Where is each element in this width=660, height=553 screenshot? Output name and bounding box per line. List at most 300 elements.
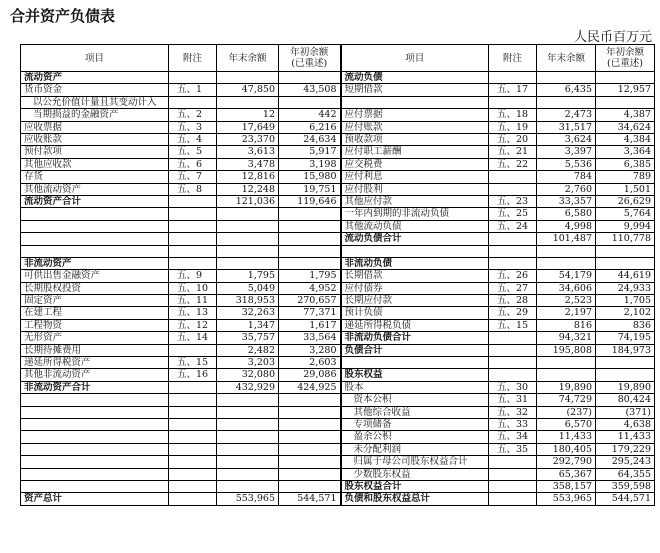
- liability-note-cell: [489, 96, 537, 108]
- asset-label-cell: 存货: [21, 171, 169, 183]
- liability-note-cell: [489, 72, 537, 84]
- asset-label-cell: 预付款项: [21, 146, 169, 158]
- asset-begin-balance-cell: [279, 245, 341, 257]
- liability-begin-balance-cell: 9,994: [596, 220, 655, 232]
- asset-begin-balance-cell: 4,952: [279, 282, 341, 294]
- asset-end-balance-cell: 32,080: [217, 369, 279, 381]
- liability-begin-balance-cell: 4,387: [596, 109, 655, 121]
- liability-end-balance-cell: 6,580: [537, 208, 596, 220]
- liability-end-balance-cell: 2,523: [537, 294, 596, 306]
- liability-note-cell: 五、32: [489, 406, 537, 418]
- liability-end-balance-cell: 6,435: [537, 84, 596, 96]
- header-begin-balance-right: [596, 45, 655, 72]
- liability-note-cell: 五、15: [489, 319, 537, 331]
- asset-end-balance-cell: 432,929: [217, 381, 279, 393]
- liability-end-balance-cell: 19,890: [537, 381, 596, 393]
- asset-note-cell: [169, 245, 217, 257]
- header-item-right: 项目: [341, 45, 489, 72]
- liability-begin-balance-cell: 19,890: [596, 381, 655, 393]
- asset-begin-balance-cell: 119,646: [279, 196, 341, 208]
- liability-label-cell: 其他应付款: [341, 196, 489, 208]
- page-title: 合并资产负债表: [10, 7, 116, 25]
- liability-begin-balance-cell: 34,624: [596, 121, 655, 133]
- asset-label-cell: 当期损益的金融资产: [21, 109, 169, 121]
- asset-begin-balance-cell: [279, 468, 341, 480]
- liability-note-cell: 五、35: [489, 443, 537, 455]
- asset-end-balance-cell: 47,850: [217, 84, 279, 96]
- asset-end-balance-cell: 3,613: [217, 146, 279, 158]
- asset-note-cell: [169, 96, 217, 108]
- liability-label-cell: 一年内到期的非流动负债: [341, 208, 489, 220]
- table-row: [21, 418, 655, 430]
- table-row: [21, 96, 655, 108]
- liability-label-cell: 归属于母公司股东权益合计: [341, 456, 489, 468]
- liability-label-cell: 股本: [341, 381, 489, 393]
- asset-end-balance-cell: [217, 443, 279, 455]
- table-row: [21, 208, 655, 220]
- liability-note-cell: 五、24: [489, 220, 537, 232]
- liability-end-balance-cell: 2,197: [537, 307, 596, 319]
- liability-end-balance-cell: 31,517: [537, 121, 596, 133]
- liability-end-balance-cell: 74,729: [537, 394, 596, 406]
- asset-note-cell: [169, 481, 217, 493]
- asset-begin-balance-cell: 1,795: [279, 270, 341, 282]
- asset-note-cell: 五、1: [169, 84, 217, 96]
- asset-begin-balance-cell: [279, 220, 341, 232]
- liability-label-cell: 非流动负债: [341, 257, 489, 269]
- asset-label-cell: [21, 245, 169, 257]
- liability-begin-balance-cell: 26,629: [596, 196, 655, 208]
- table-row: [21, 456, 655, 468]
- liability-label-cell: 股东权益合计: [341, 481, 489, 493]
- table-row: [21, 72, 655, 84]
- asset-end-balance-cell: 3,478: [217, 158, 279, 170]
- asset-begin-balance-cell: [279, 72, 341, 84]
- asset-note-cell: [169, 468, 217, 480]
- liability-label-cell: 预计负债: [341, 307, 489, 319]
- table-row: [21, 158, 655, 170]
- asset-end-balance-cell: 5,049: [217, 282, 279, 294]
- liability-begin-balance-cell: 789: [596, 171, 655, 183]
- liability-label-cell: 资本公积: [341, 394, 489, 406]
- liability-end-balance-cell: 94,321: [537, 332, 596, 344]
- liability-end-balance-cell: 34,606: [537, 282, 596, 294]
- asset-begin-balance-cell: [279, 418, 341, 430]
- asset-note-cell: [169, 381, 217, 393]
- liability-begin-balance-cell: 11,433: [596, 431, 655, 443]
- asset-end-balance-cell: [217, 481, 279, 493]
- asset-note-cell: 五、8: [169, 183, 217, 195]
- asset-end-balance-cell: 12,816: [217, 171, 279, 183]
- asset-note-cell: 五、16: [169, 369, 217, 381]
- liability-label-cell: [341, 96, 489, 108]
- liability-note-cell: [489, 233, 537, 245]
- asset-label-cell: 流动资产合计: [21, 196, 169, 208]
- asset-begin-balance-cell: 15,980: [279, 171, 341, 183]
- liability-note-cell: [489, 344, 537, 356]
- asset-note-cell: [169, 394, 217, 406]
- liability-end-balance-cell: 3,397: [537, 146, 596, 158]
- liability-end-balance-cell: 11,433: [537, 431, 596, 443]
- liability-label-cell: [341, 245, 489, 257]
- liability-end-balance-cell: 2,760: [537, 183, 596, 195]
- asset-end-balance-cell: [217, 245, 279, 257]
- asset-note-cell: [169, 406, 217, 418]
- liability-note-cell: [489, 493, 537, 505]
- liability-end-balance-cell: 2,473: [537, 109, 596, 121]
- asset-note-cell: [169, 72, 217, 84]
- table-row: [21, 146, 655, 158]
- liability-begin-balance-cell: 179,229: [596, 443, 655, 455]
- asset-end-balance-cell: [217, 456, 279, 468]
- currency-unit: 人民币百万元: [573, 30, 652, 45]
- liability-label-cell: 应付账款: [341, 121, 489, 133]
- asset-label-cell: 流动资产: [21, 72, 169, 84]
- liability-note-cell: [489, 456, 537, 468]
- liability-begin-balance-cell: 44,619: [596, 270, 655, 282]
- asset-label-cell: [21, 208, 169, 220]
- table-row: [21, 270, 655, 282]
- asset-end-balance-cell: [217, 418, 279, 430]
- liability-begin-balance-cell: 184,973: [596, 344, 655, 356]
- liability-note-cell: 五、19: [489, 121, 537, 133]
- liability-end-balance-cell: [537, 96, 596, 108]
- asset-begin-balance-cell: 2,603: [279, 356, 341, 368]
- asset-label-cell: [21, 481, 169, 493]
- asset-begin-balance-cell: 3,198: [279, 158, 341, 170]
- asset-begin-balance-cell: [279, 481, 341, 493]
- asset-begin-balance-cell: [279, 456, 341, 468]
- asset-end-balance-cell: 1,347: [217, 319, 279, 331]
- liability-label-cell: 其他综合收益: [341, 406, 489, 418]
- liability-end-balance-cell: 6,570: [537, 418, 596, 430]
- asset-label-cell: [21, 418, 169, 430]
- liability-begin-balance-cell: 1,501: [596, 183, 655, 195]
- asset-begin-balance-cell: 424,925: [279, 381, 341, 393]
- liability-end-balance-cell: 54,179: [537, 270, 596, 282]
- liability-end-balance-cell: 4,998: [537, 220, 596, 232]
- asset-label-cell: [21, 220, 169, 232]
- liability-end-balance-cell: 553,965: [537, 493, 596, 505]
- liability-note-cell: 五、28: [489, 294, 537, 306]
- asset-begin-balance-cell: [279, 257, 341, 269]
- liability-begin-balance-cell: 110,778: [596, 233, 655, 245]
- table-row: [21, 319, 655, 331]
- asset-label-cell: 其他应收款: [21, 158, 169, 170]
- liability-end-balance-cell: 292,790: [537, 456, 596, 468]
- liability-begin-balance-cell: [596, 72, 655, 84]
- liability-begin-balance-cell: 295,243: [596, 456, 655, 468]
- liability-note-cell: [489, 257, 537, 269]
- liability-label-cell: 流动负债: [341, 72, 489, 84]
- asset-note-cell: [169, 431, 217, 443]
- asset-note-cell: [169, 208, 217, 220]
- asset-note-cell: [169, 233, 217, 245]
- liability-end-balance-cell: 358,157: [537, 481, 596, 493]
- asset-begin-balance-cell: 33,564: [279, 332, 341, 344]
- asset-end-balance-cell: 3,203: [217, 356, 279, 368]
- asset-end-balance-cell: [217, 394, 279, 406]
- liability-begin-balance-cell: [596, 369, 655, 381]
- asset-begin-balance-cell: 6,216: [279, 121, 341, 133]
- asset-note-cell: 五、2: [169, 109, 217, 121]
- liability-begin-balance-cell: 2,102: [596, 307, 655, 319]
- asset-label-cell: 应收账款: [21, 134, 169, 146]
- liability-label-cell: 负债合计: [341, 344, 489, 356]
- liability-note-cell: [489, 356, 537, 368]
- table-row: [21, 282, 655, 294]
- liability-begin-balance-cell: 4,384: [596, 134, 655, 146]
- asset-note-cell: 五、9: [169, 270, 217, 282]
- table-row: [21, 233, 655, 245]
- asset-end-balance-cell: 1,795: [217, 270, 279, 282]
- table-row: [21, 344, 655, 356]
- table-row: [21, 109, 655, 121]
- liability-end-balance-cell: [537, 369, 596, 381]
- asset-label-cell: 资产总计: [21, 493, 169, 505]
- asset-begin-balance-cell: 1,617: [279, 319, 341, 331]
- asset-label-cell: 非流动资产: [21, 257, 169, 269]
- asset-label-cell: 长期股权投资: [21, 282, 169, 294]
- table-row: [21, 307, 655, 319]
- liability-note-cell: 五、20: [489, 134, 537, 146]
- header-begin-line2: (已重述): [291, 58, 328, 69]
- asset-end-balance-cell: 318,953: [217, 294, 279, 306]
- liability-label-cell: 流动负债合计: [341, 233, 489, 245]
- liability-label-cell: 盈余公积: [341, 431, 489, 443]
- asset-label-cell: 可供出售金融资产: [21, 270, 169, 282]
- asset-label-cell: 无形资产: [21, 332, 169, 344]
- liability-begin-balance-cell: [596, 257, 655, 269]
- liability-begin-balance-cell: 5,764: [596, 208, 655, 220]
- asset-begin-balance-cell: 24,634: [279, 134, 341, 146]
- liability-note-cell: 五、34: [489, 431, 537, 443]
- table-row: [21, 294, 655, 306]
- table-row: [21, 245, 655, 257]
- liability-note-cell: 五、26: [489, 270, 537, 282]
- liability-label-cell: 应付股利: [341, 183, 489, 195]
- liability-begin-balance-cell: [596, 96, 655, 108]
- asset-end-balance-cell: 35,757: [217, 332, 279, 344]
- header-note-left: 附注: [169, 45, 217, 72]
- liability-note-cell: [489, 183, 537, 195]
- asset-label-cell: 在建工程: [21, 307, 169, 319]
- asset-note-cell: 五、10: [169, 282, 217, 294]
- liability-end-balance-cell: [537, 72, 596, 84]
- table-row: [21, 443, 655, 455]
- liability-begin-balance-cell: (371): [596, 406, 655, 418]
- table-row: [21, 121, 655, 133]
- asset-label-cell: [21, 456, 169, 468]
- asset-note-cell: [169, 456, 217, 468]
- asset-begin-balance-cell: [279, 431, 341, 443]
- liability-label-cell: 预收款项: [341, 134, 489, 146]
- table-row: [21, 171, 655, 183]
- asset-note-cell: [169, 220, 217, 232]
- liability-note-cell: [489, 369, 537, 381]
- asset-end-balance-cell: [217, 468, 279, 480]
- asset-begin-balance-cell: [279, 208, 341, 220]
- liability-label-cell: 应付职工薪酬: [341, 146, 489, 158]
- liability-note-cell: 五、31: [489, 394, 537, 406]
- asset-note-cell: 五、14: [169, 332, 217, 344]
- asset-end-balance-cell: 17,649: [217, 121, 279, 133]
- liability-note-cell: [489, 171, 537, 183]
- liability-begin-balance-cell: [596, 245, 655, 257]
- liability-begin-balance-cell: 1,705: [596, 294, 655, 306]
- table-row: [21, 394, 655, 406]
- asset-note-cell: [169, 418, 217, 430]
- liability-note-cell: 五、22: [489, 158, 537, 170]
- asset-note-cell: 五、11: [169, 294, 217, 306]
- liability-label-cell: 长期借款: [341, 270, 489, 282]
- liability-label-cell: 递延所得税负债: [341, 319, 489, 331]
- liability-begin-balance-cell: 544,571: [596, 493, 655, 505]
- asset-begin-balance-cell: 77,371: [279, 307, 341, 319]
- liability-end-balance-cell: 5,536: [537, 158, 596, 170]
- asset-note-cell: [169, 493, 217, 505]
- asset-end-balance-cell: [217, 233, 279, 245]
- liability-note-cell: [489, 332, 537, 344]
- table-row: [21, 196, 655, 208]
- liability-end-balance-cell: 784: [537, 171, 596, 183]
- liability-note-cell: 五、23: [489, 196, 537, 208]
- asset-end-balance-cell: [217, 406, 279, 418]
- header-begin-line2: (已重述): [607, 58, 643, 69]
- balance-sheet-table: [20, 44, 655, 506]
- asset-label-cell: [21, 443, 169, 455]
- asset-begin-balance-cell: 19,751: [279, 183, 341, 195]
- liability-begin-balance-cell: 6,385: [596, 158, 655, 170]
- liability-label-cell: 短期借款: [341, 84, 489, 96]
- liability-label-cell: 股东权益: [341, 369, 489, 381]
- header-begin-line1: 年初余额: [290, 47, 329, 58]
- asset-note-cell: 五、13: [169, 307, 217, 319]
- asset-note-cell: [169, 196, 217, 208]
- asset-label-cell: [21, 406, 169, 418]
- table-row: [21, 468, 655, 480]
- header-end-balance-left: 年末余额: [217, 45, 279, 72]
- asset-begin-balance-cell: [279, 406, 341, 418]
- liability-note-cell: [489, 468, 537, 480]
- asset-label-cell: 其他非流动资产: [21, 369, 169, 381]
- asset-label-cell: 货币资金: [21, 84, 169, 96]
- liability-begin-balance-cell: [596, 356, 655, 368]
- liability-end-balance-cell: [537, 356, 596, 368]
- table-row: [21, 356, 655, 368]
- liability-end-balance-cell: 816: [537, 319, 596, 331]
- asset-note-cell: 五、6: [169, 158, 217, 170]
- liability-note-cell: 五、27: [489, 282, 537, 294]
- asset-begin-balance-cell: [279, 443, 341, 455]
- asset-end-balance-cell: [217, 220, 279, 232]
- table-row: [21, 369, 655, 381]
- asset-label-cell: 长期待摊费用: [21, 344, 169, 356]
- liability-end-balance-cell: [537, 257, 596, 269]
- liability-label-cell: 其他流动负债: [341, 220, 489, 232]
- liability-label-cell: 应交税费: [341, 158, 489, 170]
- liability-end-balance-cell: [537, 245, 596, 257]
- liability-note-cell: 五、18: [489, 109, 537, 121]
- asset-label-cell: 以公允价值计量且其变动计入: [21, 96, 169, 108]
- liability-end-balance-cell: 180,405: [537, 443, 596, 455]
- asset-note-cell: 五、15: [169, 356, 217, 368]
- liability-label-cell: 负债和股东权益总计: [341, 493, 489, 505]
- header-begin-balance-left: [279, 45, 341, 72]
- asset-label-cell: [21, 394, 169, 406]
- asset-note-cell: 五、3: [169, 121, 217, 133]
- liability-begin-balance-cell: 24,933: [596, 282, 655, 294]
- asset-label-cell: 固定资产: [21, 294, 169, 306]
- asset-label-cell: 递延所得税资产: [21, 356, 169, 368]
- asset-note-cell: [169, 257, 217, 269]
- asset-end-balance-cell: [217, 96, 279, 108]
- liability-end-balance-cell: (237): [537, 406, 596, 418]
- liability-label-cell: 非流动负债合计: [341, 332, 489, 344]
- asset-begin-balance-cell: 5,917: [279, 146, 341, 158]
- asset-begin-balance-cell: [279, 233, 341, 245]
- liability-label-cell: 应付利息: [341, 171, 489, 183]
- liability-begin-balance-cell: 836: [596, 319, 655, 331]
- liability-label-cell: 专项储备: [341, 418, 489, 430]
- liability-end-balance-cell: 33,357: [537, 196, 596, 208]
- table-row: [21, 481, 655, 493]
- liability-label-cell: 未分配利润: [341, 443, 489, 455]
- liability-note-cell: 五、30: [489, 381, 537, 393]
- asset-label-cell: 工程物资: [21, 319, 169, 331]
- table-row: [21, 220, 655, 232]
- liability-note-cell: 五、25: [489, 208, 537, 220]
- table-row: [21, 406, 655, 418]
- table-row: [21, 493, 655, 505]
- asset-label-cell: 应收票据: [21, 121, 169, 133]
- asset-end-balance-cell: [217, 431, 279, 443]
- asset-begin-balance-cell: 544,571: [279, 493, 341, 505]
- table-row: [21, 84, 655, 96]
- asset-end-balance-cell: 2,482: [217, 344, 279, 356]
- asset-end-balance-cell: 12: [217, 109, 279, 121]
- liability-begin-balance-cell: 12,957: [596, 84, 655, 96]
- asset-label-cell: 其他流动资产: [21, 183, 169, 195]
- liability-note-cell: [489, 245, 537, 257]
- asset-begin-balance-cell: 43,508: [279, 84, 341, 96]
- asset-label-cell: [21, 431, 169, 443]
- liability-end-balance-cell: 101,487: [537, 233, 596, 245]
- liability-note-cell: [489, 481, 537, 493]
- asset-label-cell: [21, 233, 169, 245]
- liability-begin-balance-cell: 4,638: [596, 418, 655, 430]
- liability-label-cell: 少数股东权益: [341, 468, 489, 480]
- asset-begin-balance-cell: 29,086: [279, 369, 341, 381]
- header-begin-line1: 年初余额: [605, 47, 644, 58]
- liability-end-balance-cell: 195,808: [537, 344, 596, 356]
- asset-end-balance-cell: [217, 72, 279, 84]
- asset-end-balance-cell: [217, 208, 279, 220]
- asset-note-cell: 五、12: [169, 319, 217, 331]
- table-row: [21, 381, 655, 393]
- asset-note-cell: [169, 344, 217, 356]
- header-item-left: 项目: [21, 45, 169, 72]
- header-end-balance-right: 年末余额: [537, 45, 596, 72]
- asset-end-balance-cell: 553,965: [217, 493, 279, 505]
- asset-end-balance-cell: 121,036: [217, 196, 279, 208]
- liability-label-cell: 应付票据: [341, 109, 489, 121]
- asset-end-balance-cell: [217, 257, 279, 269]
- liability-label-cell: [341, 356, 489, 368]
- asset-note-cell: 五、4: [169, 134, 217, 146]
- asset-begin-balance-cell: [279, 394, 341, 406]
- liability-end-balance-cell: 3,624: [537, 134, 596, 146]
